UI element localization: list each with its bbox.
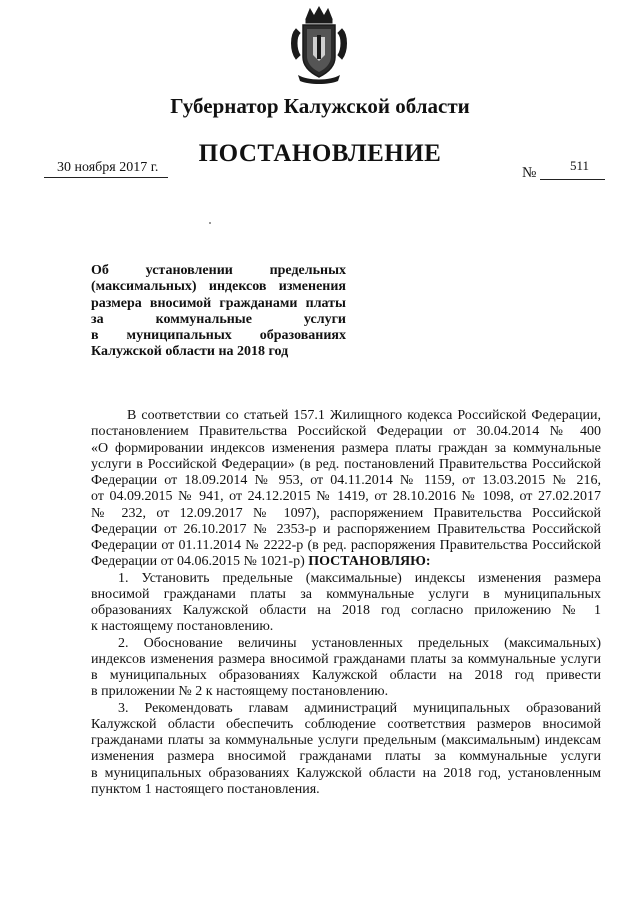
preamble-line: № 232, от 12.09.2017 № 1097), распоряжением Правительства Российской — [91, 505, 601, 521]
document-date: 30 ноября 2017 г. — [57, 160, 159, 175]
decree-word: ПОСТАНОВЛЯЮ: — [308, 554, 431, 570]
subject-line: за коммунальные услуги — [91, 311, 346, 327]
subject-line: Об установлении предельных — [91, 263, 346, 278]
item-3-line: пунктом 1 настоящего постановления. — [91, 781, 320, 797]
item-3-line: Калужской области обеспечить соблюдение соответствия размеров вносимой — [91, 716, 601, 732]
preamble-line: Федерации от 18.09.2014 № 953, от 04.11.2014 № 1159, от 13.03.2015 № 216, — [91, 473, 601, 488]
preamble-line: Федерации от 26.10.2017 № 2353-р и распоряжением Правительства Российской — [91, 521, 601, 537]
subject-line: (максимальных) индексов изменения — [91, 279, 346, 295]
item-3-line: изменения размера вносимой гражданами платы за коммунальные услуги — [91, 749, 601, 765]
coat-of-arms-emblem — [286, 5, 352, 85]
preamble-final-line — [91, 554, 601, 570]
item-3-line: в муниципальных образованиях Калужской области на 2018 год, установленным — [91, 765, 601, 781]
preamble-final-text: Федерации от 04.06.2015 № 1021-р) — [91, 554, 309, 570]
number-underline — [540, 179, 605, 180]
scan-speck — [209, 222, 211, 224]
number-sign: № — [522, 165, 537, 181]
issuer-title: Губернатор Калужской области — [170, 94, 470, 118]
item-2-line: индексов изменения размера вносимой гражданами платы за коммунальные услуги — [91, 651, 601, 667]
item-2-line: в приложении № 2 к настоящему постановлению. — [91, 684, 389, 700]
preamble-line: «О формировании индексов изменения размера платы граждан за коммунальные — [91, 440, 601, 456]
subject-line: размера вносимой гражданами платы — [91, 295, 346, 311]
item-3-line: гражданами платы за коммунальные услуги предельным (максимальным) индексам — [91, 733, 601, 748]
document-type-heading: ПОСТАНОВЛЕНИЕ — [198, 140, 442, 167]
preamble-line: постановлением Правительства Российской Федерации от 30.04.2014 № 400 — [91, 424, 601, 440]
preamble-line: Федерации от 01.11.2014 № 2222-р (в ред. распоряжения Правительства Российской — [91, 538, 601, 553]
preamble-line: от 04.09.2015 № 941, от 24.12.2015 № 1419, от 28.10.2016 № 1098, от 27.02.2017 — [91, 489, 601, 505]
subject-line: в муниципальных образованиях — [91, 328, 346, 344]
document-number: 511 — [570, 158, 590, 173]
item-1-line: к настоящему постановлению. — [91, 619, 274, 635]
item-1-line: 1. Установить предельные (максимальные) индексы изменения размера — [118, 570, 601, 586]
item-2-line: 2. Обоснование величины установленных предельных (максимальных) — [118, 635, 601, 651]
item-1-line: образованиях Калужской области на 2018 год согласно приложению № 1 — [91, 603, 601, 618]
item-1-line: вносимой гражданами платы за коммунальные услуги в муниципальных — [91, 586, 601, 602]
date-underline — [44, 177, 168, 178]
document-body — [91, 408, 601, 798]
subject-line: Калужской области на 2018 год — [91, 344, 289, 360]
preamble-line: В соответствии со статьей 157.1 Жилищного кодекса Российской Федерации, — [127, 408, 601, 423]
preamble-line: услуги в Российской Федерации» (в ред. постановлений Правительства Российской — [91, 456, 601, 472]
document-subject — [91, 263, 346, 361]
item-2-line: в муниципальных образованиях Калужской области на 2018 год привести — [91, 668, 601, 683]
item-3-line: 3. Рекомендовать главам администраций муниципальных образований — [118, 700, 601, 716]
